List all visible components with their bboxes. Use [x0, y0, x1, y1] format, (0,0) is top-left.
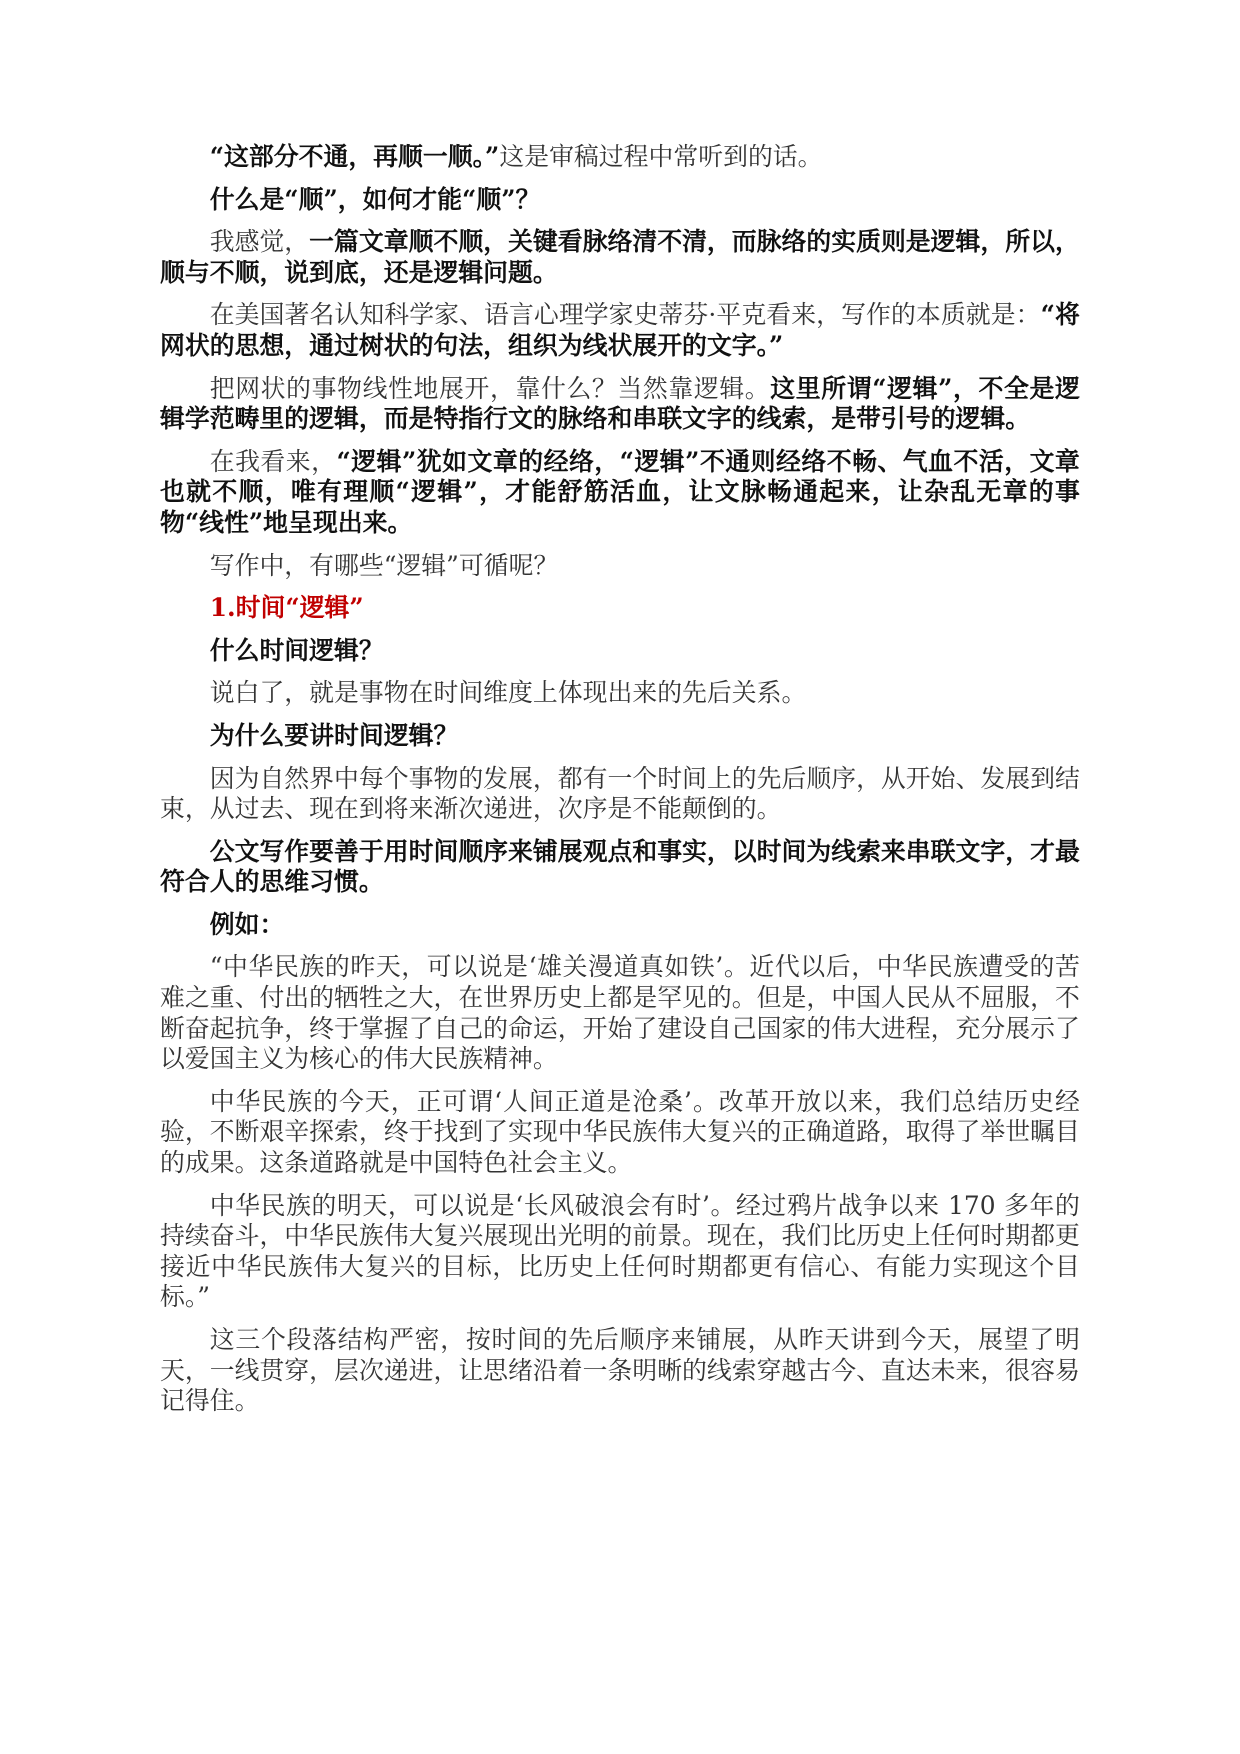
- question-heading: [160, 185, 1080, 216]
- analysis-text: 这三个段落结构严密，按时间的先后顺序来铺展，从昨天讲到今天，展望了明天，一线贯穿，层次递进，让思绪沿着一条明晰的线索穿越古今、直达未来，很容易记得住。: [160, 1325, 1080, 1416]
- principle-paragraph: [160, 837, 1080, 898]
- logic-thesis-paragraph: [160, 227, 1080, 288]
- pinker-quote: “将网状的思想，通过树状的句法，组织为线状展开的文字。”: [160, 300, 1080, 360]
- reason-text: 因为自然界中每个事物的发展，都有一个时间上的先后顺序，从开始、发展到结束，从过去、现在到将来渐次递进，次序是不能颠倒的。: [160, 763, 1080, 824]
- quote-today-text: 中华民族的今天，正可谓‘人间正道是沧桑’。改革开放以来，我们总结历史经验，不断艰辛探索，终于找到了实现中华民族伟大复兴的正确道路，取得了举世瞩目的成果。这条道路就是中国特色社会主义。: [160, 1086, 1080, 1178]
- section-title: 1.时间“逻辑”: [209, 593, 364, 623]
- analysis-paragraph: [160, 1325, 1080, 1417]
- thesis-emphasis: 一篇文章顺不顺，关键看脉络清不清，而脉络的实质则是逻辑，所以，顺与不顺，说到底，还是逻辑问题。: [160, 227, 1080, 287]
- definition-text: 说白了，就是事物在时间维度上体现出来的先后关系。: [209, 678, 807, 708]
- linear-logic-emphasis: 这里所谓“逻辑”，不全是逻辑学范畴里的逻辑，而是特指行文的脉络和串联文字的线索，是带引号的逻辑。: [160, 373, 1080, 434]
- subheading-what-text: 什么时间逻辑？: [209, 635, 384, 665]
- quote-yesterday: [160, 952, 1080, 1074]
- section-heading: [160, 593, 1080, 624]
- meridian-paragraph: [160, 447, 1080, 539]
- thesis-lead: 我感觉，: [209, 227, 310, 257]
- transition-question: [160, 551, 1080, 582]
- linear-logic-lead: 把网状的事物线性地展开，靠什么？当然靠逻辑。: [209, 373, 771, 403]
- quote-tomorrow-text: 中华民族的明天，可以说是‘长风破浪会有时’。经过鸦片战争以来 170 多年的持续奋斗，中华民族伟大复兴展现出光明的前景。现在，我们比历史上任何时期都更接近中华民族伟大复兴的目标，比历史上任何时期都更有信心、有能力实现这个目标。”: [160, 1190, 1080, 1312]
- quote-yesterday-text: “中华民族的昨天，可以说是‘雄关漫道真如铁’。近代以后，中华民族遭受的苦难之重、付出的牺牲之大，在世界历史上都是罕见的。但是，中国人民从不屈服，不断奋起抗争，终于掌握了自己的命运，开始了建设自己国家的伟大进程，充分展示了以爱国主义为核心的伟大民族精神。: [160, 952, 1080, 1074]
- definition-paragraph: [160, 678, 1080, 709]
- pinker-quote-paragraph: [160, 300, 1080, 361]
- subheading-why-text: 为什么要讲时间逻辑？: [209, 720, 459, 750]
- principle-text: 公文写作要善于用时间顺序来铺展观点和事实，以时间为线索来串联文字，才最符合人的思维习惯。: [160, 836, 1080, 897]
- quoted-remark: “这部分不通，再顺一顺。”: [209, 142, 500, 171]
- quote-tomorrow: [160, 1191, 1080, 1313]
- lead-sentence: [160, 142, 1080, 173]
- remark-context: 这是审稿过程中常听到的话。: [499, 142, 823, 171]
- meridian-lead: 在我看来，: [209, 446, 337, 476]
- subheading-why: [160, 721, 1080, 752]
- transition-text: 写作中，有哪些“逻辑”可循呢？: [209, 550, 559, 580]
- example-label: [160, 910, 1080, 941]
- linear-logic-paragraph: [160, 374, 1080, 435]
- reason-paragraph: [160, 764, 1080, 825]
- quote-today: [160, 1087, 1080, 1179]
- question-text: 什么是“顺”，如何才能“顺”？: [209, 184, 541, 214]
- example-label-text: 例如：: [209, 909, 285, 939]
- pinker-intro: 在美国著名认知科学家、语言心理学家史蒂芬·平克看来，写作的本质就是：: [209, 300, 1041, 330]
- subheading-what: [160, 636, 1080, 667]
- meridian-emphasis: “逻辑”犹如文章的经络，“逻辑”不通则经络不畅、气血不活，文章也就不顺，唯有理顺“逻辑”，才能舒筋活血，让文脉畅通起来，让杂乱无章的事物“线性”地呈现出来。: [160, 446, 1080, 537]
